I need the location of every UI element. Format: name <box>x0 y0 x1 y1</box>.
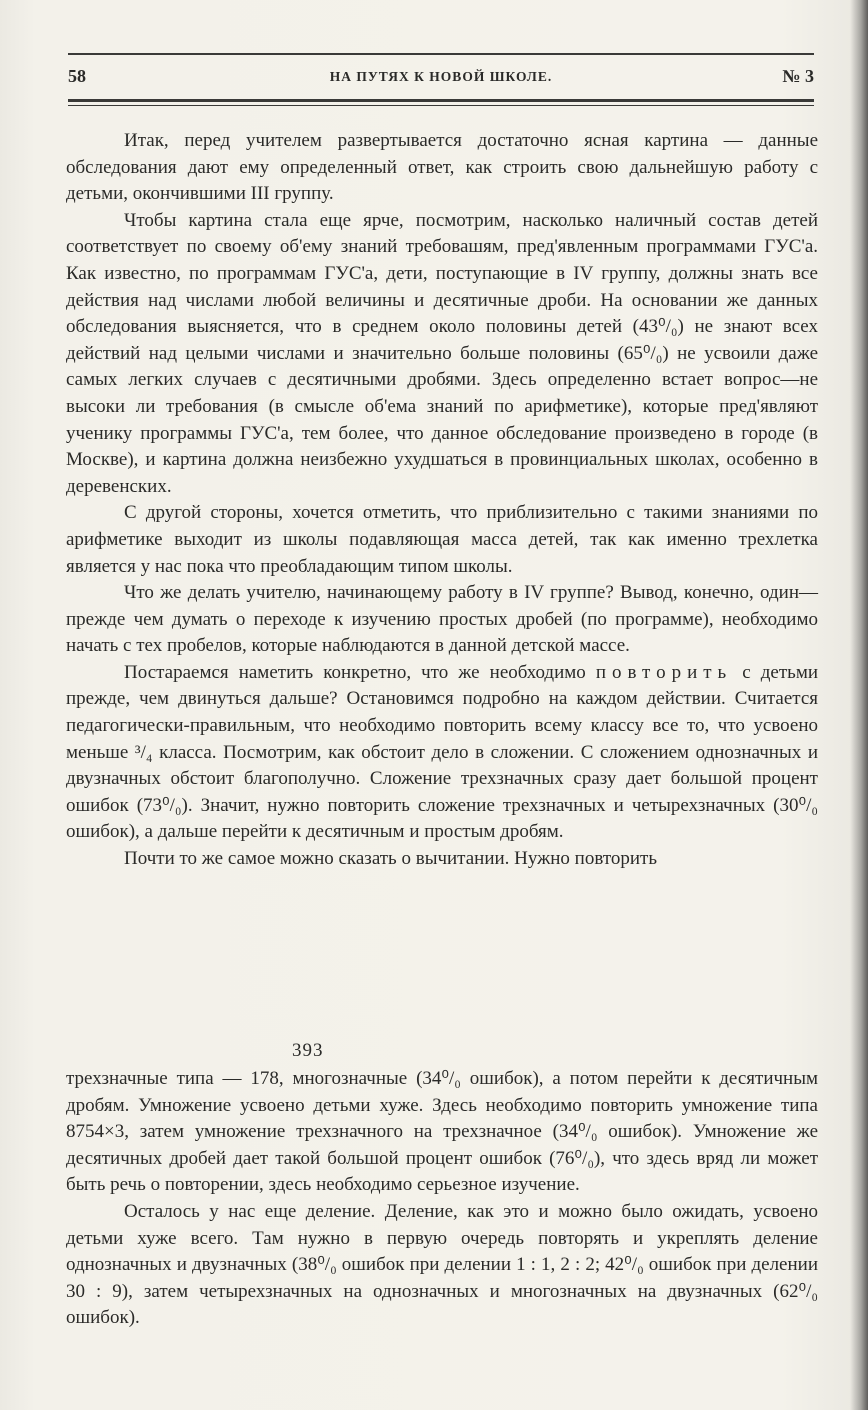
body-text-lower <box>66 1066 818 1332</box>
body-text-upper <box>66 128 818 873</box>
page-edge-shadow <box>850 0 868 1410</box>
issue-number: № 3 <box>782 66 814 86</box>
paragraph-5-lead: Постараемся наметить конкретно, что же необходимо <box>124 661 586 683</box>
journal-title: НА ПУТЯХ К НОВОЙ ШКОЛЕ. <box>329 69 553 84</box>
page-number: 58 <box>68 66 86 86</box>
header-bottom-rule-thin <box>68 105 814 106</box>
paragraph-5 <box>66 660 818 846</box>
header-top-rule <box>68 53 814 55</box>
paragraph-7: Осталось у нас еще деление. Деление, как это и можно было ожидать, усвоено детьми хуже всего. Там нужно в первую очередь повторять и укреплять деление однозначных и двузначных (38⁰/₀ ошибок при делении 1 : 1, 2 : 2; 42⁰/₀ ошибок при делении 30 : 9), затем четырехзначных на однозначных и многозначных на двузначных (62⁰/₀ ошибок). <box>66 1200 818 1329</box>
running-header <box>68 66 814 92</box>
paragraph-2: Чтобы картина стала еще ярче, посмотрим, насколько наличный состав детей соответствует по своему об'ему знаний требовашям, пред'явленным программами ГУС'а. Как известно, по программам ГУС'а, дети, поступающие в IV группу, должны знать все действия над числами любой величины и десятичные дроби. На основании же данных обследования выясняется, что в среднем около половины детей (43⁰/₀) не знают всех действий над целыми числами и значительно больше половины (65⁰/₀) не усвоили даже самых легких случаев с десятичными дробями. Здесь определенно встает вопрос—не высоки ли требования (в смысле об'ема знаний по арифметике), которые пред'являют ученику программы ГУС'а, тем более, что данное обследование произведено в городе (в Москве), и картина должна неизбежно ухудшаться в провинциальных школах, особенно в деревенских. <box>66 209 818 497</box>
paragraph-5-rest: с детьми прежде, чем двинуться дальше? Остановимся подробно на каждом действии. Считается педагогически-правильным, что необходимо повторить всему классу все то, что усвоено меньше ³/₄ класса. Посмотрим, как обстоит дело в сложении. С сложением однозначных и двузначных обстоит благополучно. Сложение трехзначных сразу дает большой процент ошибок (73⁰/₀). Значит, нужно повторить сложение трехзначных и четырехзначных (30⁰/₀ ошибок), а дальше перейти к десятичным и простым дробям. <box>66 661 819 843</box>
paragraph-6-continued: трехзначные типа — 178, многозначные (34⁰/₀ ошибок), а потом перейти к десятичным дробям. Умножение усвоено детьми хуже. Здесь необходимо повторить умножение типа 8754×3, затем умножение трехзначного на трехзначное (34⁰/₀ ошибок). Умножение же десятичных дробей дает такой большой процент ошибок (76⁰/₀), что здесь вряд ли может быть речь о повторении, здесь необходимо серьезное изучение. <box>66 1068 818 1196</box>
paragraph-6-start: Почти то же самое можно сказать о вычитании. Нужно повторить <box>124 848 658 870</box>
emphasized-word: повторить <box>595 661 733 683</box>
header-bottom-rule <box>68 99 814 102</box>
paragraph-1: Итак, перед учителем развертывается достаточно ясная картина — данные обследования дают ему определенный ответ, как строить свою дальнейшую работу с детьми, окончившими III группу. <box>66 130 818 205</box>
paragraph-4: Что же делать учителю, начинающему работу в IV группе? Вывод, конечно, один—прежде чем думать о переходе к изучению простых дробей (по программе), необходимо начать с тех пробелов, которые наблюдаются в данной детской массе. <box>66 582 818 657</box>
paragraph-3: С другой стороны, хочется отметить, что приблизительно с такими знаниями по арифметике выходит из школы подавляющая масса детей, так как именно трехлетка является у нас пока что преобладающим типом школы. <box>66 502 818 577</box>
inline-page-mark: 393 <box>292 1040 324 1061</box>
